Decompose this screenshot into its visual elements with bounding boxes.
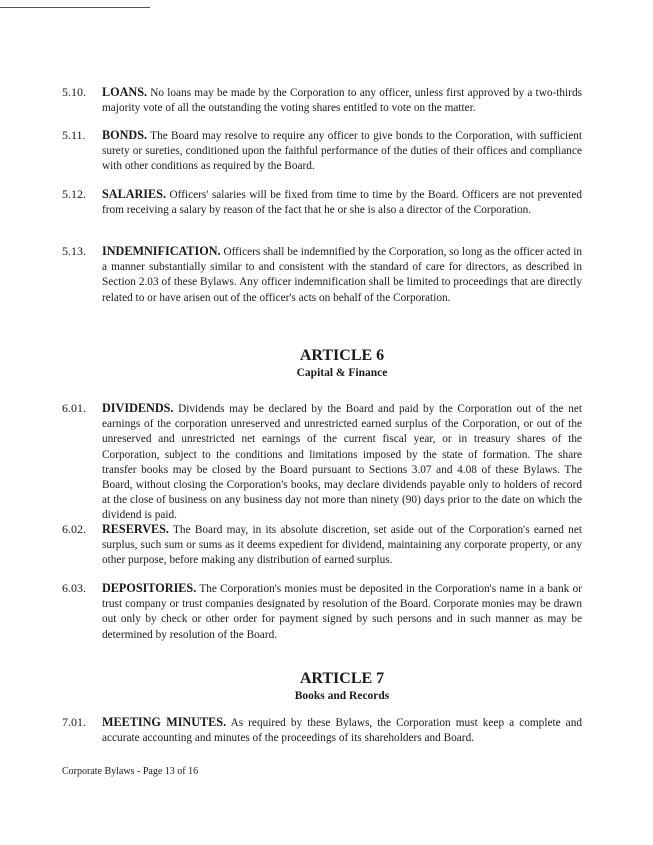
section-number: 5.11.: [62, 128, 86, 142]
section-body: [102, 128, 582, 175]
section-text: The Corporation's monies must be deposited in the Corporation's name in a bank or trust company or trust companies designated by resolution of the Board. Corporate monies may be drawn out only by check or other order for payment signed by such persons and in such manner as may be determined by resolution of the Board.: [102, 583, 582, 641]
section-text: Officers' salaries will be fixed from time to time by the Board. Officers are not prevented from receiving a salary by reason of the fact that he or she is also a director of the Corporation.: [102, 189, 582, 217]
section-text: Dividends may be declared by the Board and paid by the Corporation out of the net earnings of the corporation unreserved and unrestricted earned surplus of the Corporation, or out of the unreserved and unrestricted net earnings of the current fiscal year, or in treasury shares of the Corporation, subject to the conditions and limitations imposed by the state of formation. The share transfer books may be closed by the Board pursuant to Sections 3.07 and 4.08 of these Bylaws. The Board, without closing the Corporation's books, may declare dividends payable only to holders of record at the close of business on any business day not more than ninety (90) days prior to the date on which the dividend is paid.: [102, 403, 582, 522]
section-text: Officers shall be indemnified by the Corporation, so long as the officer acted in a manner substantially similar to and consistent with the standard of care for directors, as described in Section 2.03 of these Bylaws. Any officer indemnification shall be limited to proceedings that are directly related to or have arisen out of the officer's acts on behalf of the Corporation.: [102, 246, 582, 304]
section-title: MEETING MINUTES.: [102, 715, 227, 729]
section-body: [102, 85, 582, 116]
section-5-10: [62, 85, 582, 116]
section-number: 6.02.: [62, 522, 86, 536]
article-subtitle: Books and Records: [294, 690, 390, 702]
section-number: 5.10.: [62, 85, 86, 99]
section-title: DIVIDENDS.: [102, 401, 174, 415]
article-6-heading: [62, 346, 622, 381]
section-body: [102, 581, 582, 643]
section-6-02: [62, 522, 582, 569]
article-7-heading: [62, 669, 622, 704]
section-title: INDEMNIFICATION.: [102, 244, 221, 258]
section-5-13: [62, 244, 582, 306]
section-title: DEPOSITORIES.: [102, 581, 197, 595]
page-footer: Corporate Bylaws - Page 13 of 16: [62, 766, 199, 777]
article-title: ARTICLE 6: [299, 347, 385, 364]
section-number: 7.01.: [62, 715, 86, 729]
section-5-11: [62, 128, 582, 175]
section-title: BONDS.: [102, 128, 148, 142]
section-body: [102, 522, 582, 569]
top-rule: [0, 7, 150, 8]
section-number: 5.12.: [62, 187, 86, 201]
section-title: SALARIES.: [102, 187, 167, 201]
section-number: 5.13.: [62, 244, 86, 258]
section-text: As required by these Bylaws, the Corporation must keep a complete and accurate accounting and minutes of the proceedings of its shareholders and Board.: [102, 717, 582, 745]
section-text: The Board may, in its absolute discretion, set aside out of the Corporation's earned net surplus, such sum or sums as it deems expedient for dividend, maintaining any corporate property, or any other purpose, before making any distribution of earned surplus.: [102, 524, 582, 567]
article-subtitle: Capital & Finance: [296, 367, 388, 379]
section-number: 6.01.: [62, 401, 86, 415]
section-5-12: [62, 187, 582, 218]
section-body: [102, 244, 582, 306]
section-body: [102, 401, 582, 524]
section-body: [102, 715, 582, 746]
section-number: 6.03.: [62, 581, 86, 595]
section-title: LOANS.: [102, 85, 148, 99]
section-text: The Board may resolve to require any officer to give bonds to the Corporation, with sufficient surety or sureties, conditioned upon the faithful performance of the duties of their offices and compliance with other conditions as required by the Board.: [102, 130, 582, 173]
section-6-03: [62, 581, 582, 643]
section-body: [102, 187, 582, 218]
section-7-01: [62, 715, 582, 746]
section-title: RESERVES.: [102, 522, 169, 536]
article-title: ARTICLE 7: [299, 670, 385, 687]
section-6-01: [62, 401, 582, 524]
section-text: No loans may be made by the Corporation to any officer, unless first approved by a two-thirds majority vote of all the outstanding the voting shares entitled to vote on the matter.: [102, 87, 582, 115]
